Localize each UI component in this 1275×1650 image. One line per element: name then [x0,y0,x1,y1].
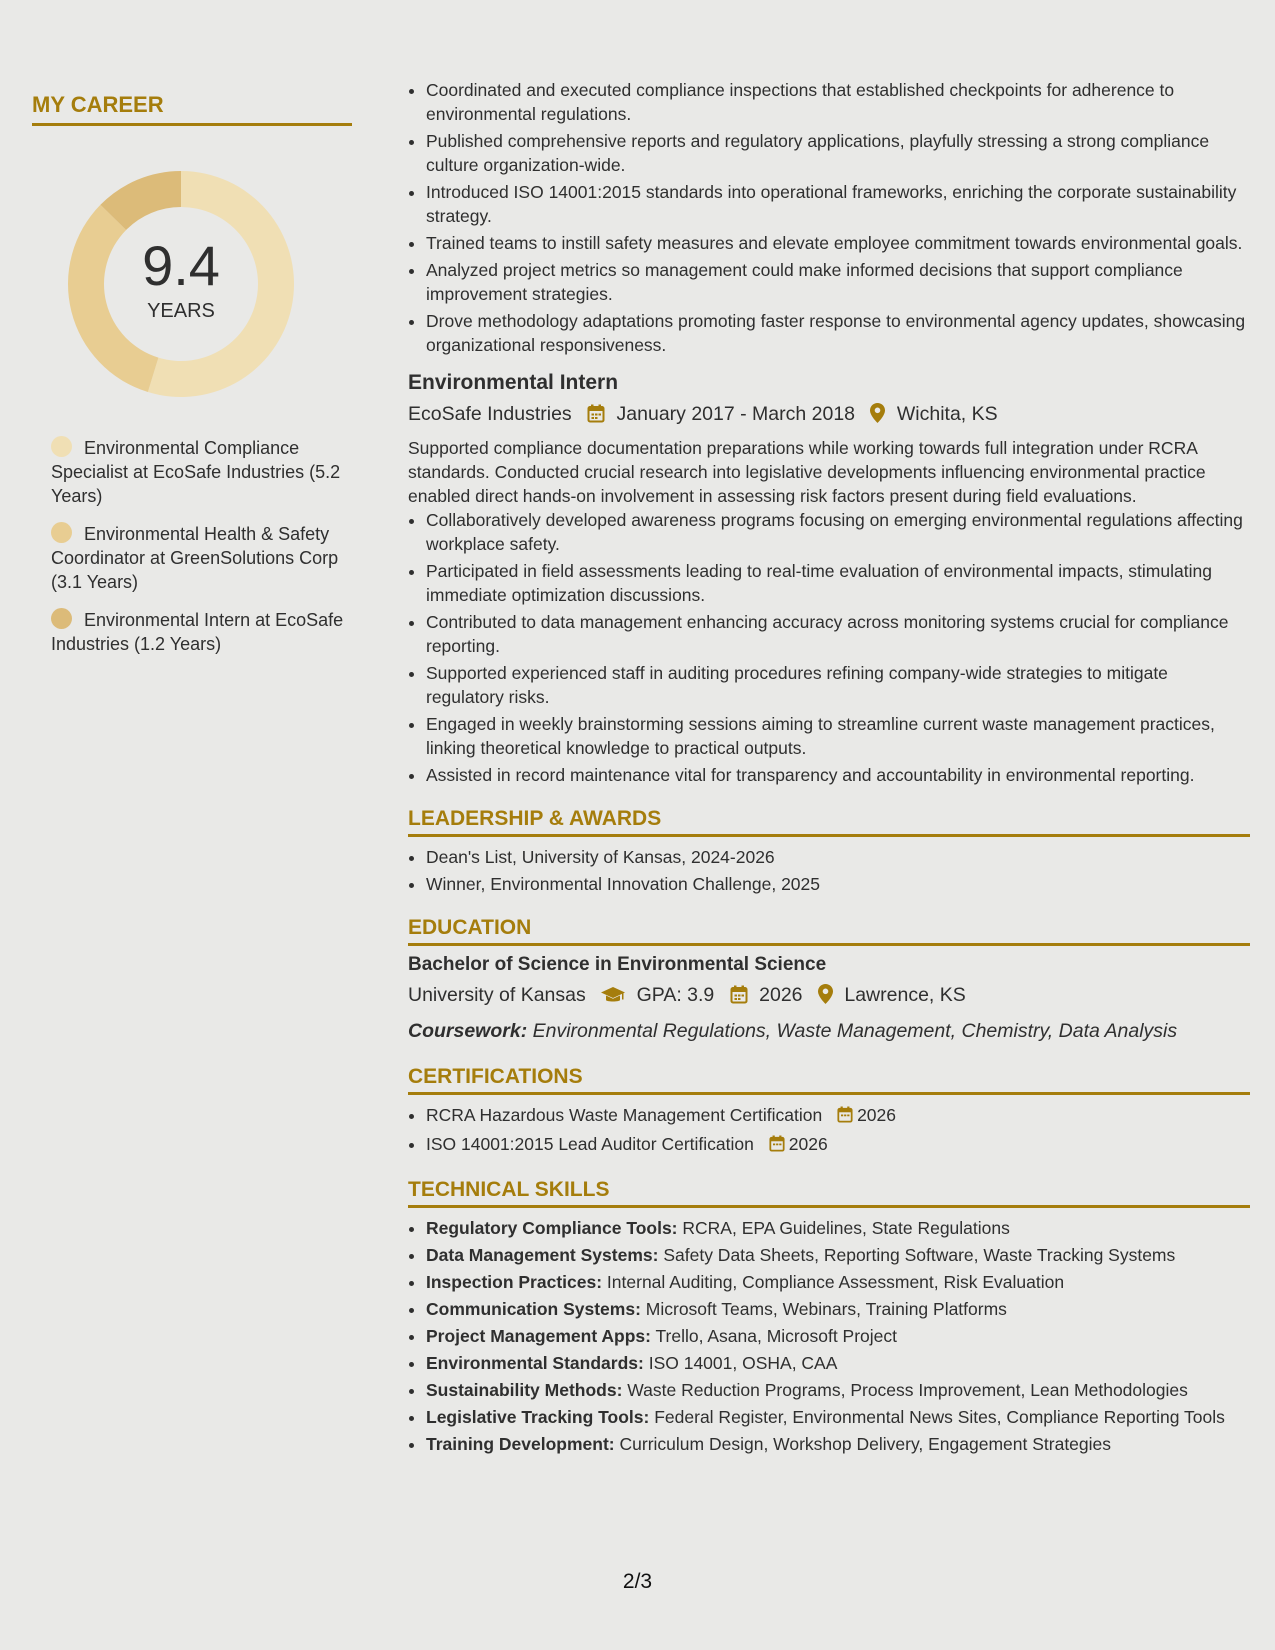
gpa: GPA: 3.9 [636,984,715,1006]
skill-item [426,1216,1250,1240]
legend-item [51,522,352,594]
skill-category: Training Development: [426,1434,615,1454]
legend-label: Environmental Health & Safety Coordinator at GreenSolutions Corp (3.1 Years) [51,524,339,592]
calendar-icon [837,1105,853,1129]
skill-item [426,1432,1250,1456]
cert-year: 2026 [788,1134,828,1154]
coursework-list: Environmental Regulations, Waste Management, Chemistry, Data Analysis [532,1020,1178,1042]
legend-label: Environmental Intern at EcoSafe Industries (1.2 Years) [51,610,344,654]
skill-values: Curriculum Design, Workshop Delivery, Engagement Strategies [619,1434,1112,1454]
skill-category: Communication Systems: [426,1299,641,1319]
career-donut-chart [65,168,297,400]
legend-label: Environmental Compliance Specialist at EcoSafe Industries (5.2 Years) [51,438,341,506]
skill-item [426,1405,1250,1429]
list-item: • Analyzed project metrics so management could make informed decisions that support compliance improvement strategies. [426,258,1250,306]
certifications-section-title: CERTIFICATIONS [408,1065,1250,1095]
skill-category: Legislative Tracking Tools: [426,1407,650,1427]
legend-dot [51,522,72,543]
list-item: • Drove methodology adaptations promoting faster response to environmental agency updates, showcasing organizational responsiveness. [426,309,1250,357]
calendar-icon [769,1134,785,1158]
list-item: • Contributed to data management enhancing accuracy across monitoring systems crucial for compliance reporting. [426,610,1250,658]
list-item: • Coordinated and executed compliance inspections that established checkpoints for adherence to environmental regulations. [426,78,1250,126]
sidebar [32,92,352,670]
skill-item [426,1378,1250,1402]
skill-category: Environmental Standards: [426,1353,644,1373]
list-item: • Trained teams to instill safety measures and elevate employee commitment towards environmental goals. [426,231,1250,255]
skill-item [426,1351,1250,1375]
list-item: • Published comprehensive reports and regulatory applications, playfully stressing a strong compliance culture organization-wide. [426,129,1250,177]
location-pin-icon [818,983,833,1013]
calendar-icon [730,983,748,1013]
career-legend [32,436,352,656]
career-section-title: MY CAREER [32,92,352,126]
skill-category: Regulatory Compliance Tools: [426,1218,678,1238]
list-item: • Collaboratively developed awareness programs focusing on emerging environmental regulations affecting workplace safety. [426,508,1250,556]
job-description: Supported compliance documentation preparations while working towards full integration under RCRA standards. Conducted crucial research into legislative developments influencing environmental practice enabled direct hands-on involvement in assessing risk factors present during field evaluations. [408,438,1206,506]
skill-item [426,1297,1250,1321]
list-item: • Winner, Environmental Innovation Challenge, 2025 [426,872,1250,896]
list-item [426,1103,1250,1129]
skill-values: Waste Reduction Programs, Process Improvement, Lean Methodologies [627,1380,1188,1400]
coursework-label: Coursework: [408,1020,528,1042]
skill-category: Inspection Practices: [426,1272,603,1292]
list-item: • Assisted in record maintenance vital for transparency and accountability in environmental reporting. [426,763,1250,787]
skill-values: Microsoft Teams, Webinars, Training Platforms [645,1299,1007,1319]
legend-dot [51,436,72,457]
intern-bullets [408,508,1250,787]
skill-category: Sustainability Methods: [426,1380,623,1400]
coursework [408,1017,1250,1045]
cert-year: 2026 [857,1105,896,1125]
calendar-icon [587,402,605,432]
skill-values: Internal Auditing, Compliance Assessment, Risk Evaluation [606,1272,1065,1292]
skill-values: Federal Register, Environmental News Sites, Compliance Reporting Tools [654,1407,1225,1427]
location-pin-icon [870,402,885,432]
awards-section-title: LEADERSHIP & AWARDS [408,807,1250,837]
skill-values: Trello, Asana, Microsoft Project [655,1326,898,1346]
skill-item [426,1324,1250,1348]
skill-item [426,1270,1250,1294]
total-years-unit: YEARS [147,300,215,322]
legend-dot [51,608,72,629]
school-name: University of Kansas [408,984,586,1006]
graduation-cap-icon [601,983,625,1013]
company-name: EcoSafe Industries [408,403,572,425]
job-dates: January 2017 - March 2018 [616,403,856,425]
list-item: • Supported experienced staff in auditing procedures refining company-wide strategies to mitigate regulatory risks. [426,661,1250,709]
skill-values: RCRA, EPA Guidelines, State Regulations [682,1218,1010,1238]
skill-values: ISO 14001, OSHA, CAA [648,1353,838,1373]
certifications-list [408,1103,1250,1158]
list-item [426,1132,1250,1158]
skill-category: Data Management Systems: [426,1245,659,1265]
education-meta [408,980,1250,1013]
list-item: • Dean's List, University of Kansas, 2024-2026 [426,845,1250,869]
school-location: Lawrence, KS [844,984,966,1006]
education-section-title: EDUCATION [408,916,1250,946]
graduation-year: 2026 [759,984,803,1006]
skill-values: Safety Data Sheets, Reporting Software, Waste Tracking Systems [663,1245,1176,1265]
list-item: • Participated in field assessments leading to real-time evaluation of environmental impacts, stimulating immediate optimization discussions. [426,559,1250,607]
job-location: Wichita, KS [896,403,998,425]
skills-section-title: TECHNICAL SKILLS [408,1178,1250,1208]
cert-name: RCRA Hazardous Waste Management Certification [426,1105,823,1125]
job-meta [408,399,1250,432]
awards-list [408,845,1250,896]
skills-list [408,1216,1250,1456]
legend-item [51,436,352,508]
main-content [408,78,1250,1459]
cert-name: ISO 14001:2015 Lead Auditor Certification [426,1134,754,1154]
page-number: 2/3 [622,1570,653,1593]
legend-item [51,608,352,656]
degree-title: Bachelor of Science in Environmental Science [408,954,827,975]
skill-category: Project Management Apps: [426,1326,651,1346]
skill-item [426,1243,1250,1267]
list-item: • Engaged in weekly brainstorming sessions aiming to streamline current waste management practices, linking theoretical knowledge to practical outputs. [426,712,1250,760]
previous-job-bullets [408,78,1250,357]
total-years-value: 9.4 [142,234,220,297]
list-item: • Introduced ISO 14001:2015 standards into operational frameworks, enriching the corporate sustainability strategy. [426,180,1250,228]
job-title: Environmental Intern [408,371,619,394]
